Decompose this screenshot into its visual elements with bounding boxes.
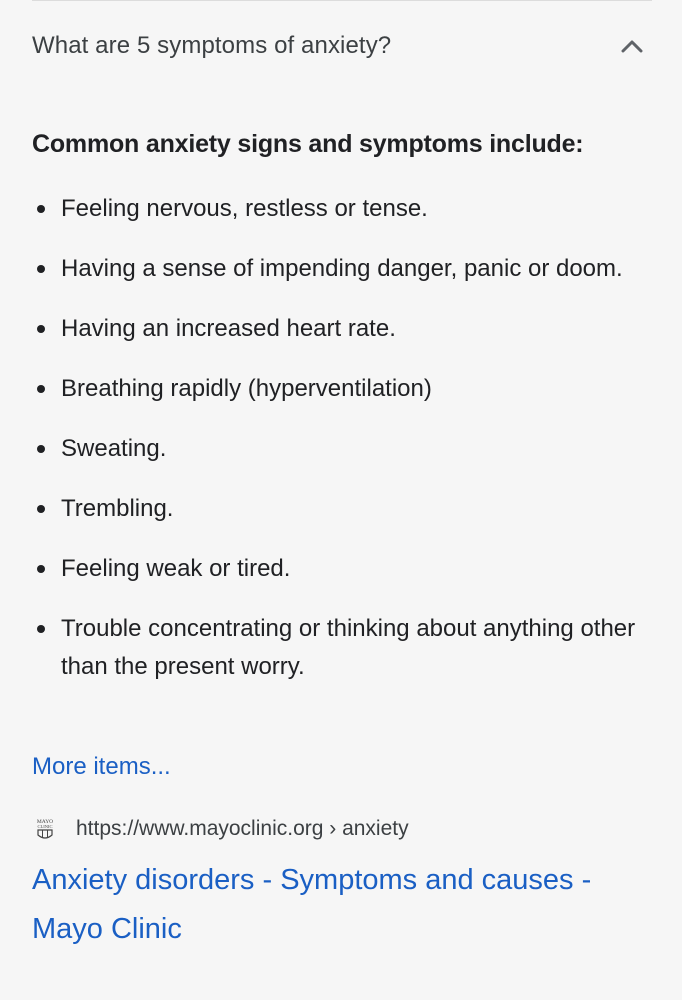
bullet-icon	[37, 265, 45, 273]
bullet-icon	[37, 625, 45, 633]
symptom-item	[32, 490, 652, 528]
svg-text:CLINIC: CLINIC	[37, 824, 53, 829]
bullet-icon	[37, 505, 45, 513]
symptom-text: Having an increased heart rate.	[61, 315, 396, 342]
symptom-text: Sweating.	[61, 435, 167, 462]
bullet-icon	[37, 445, 45, 453]
symptom-item	[32, 610, 652, 686]
top-divider	[32, 0, 652, 1]
answer-heading: Common anxiety signs and symptoms include:	[32, 130, 584, 158]
source-row[interactable]	[32, 814, 409, 844]
symptom-item	[32, 310, 652, 348]
chevron-up-icon[interactable]	[618, 32, 646, 60]
symptom-text: Having a sense of impending danger, panic or doom.	[61, 255, 623, 282]
symptom-text: Feeling nervous, restless or tense.	[61, 195, 428, 222]
symptom-text: Trouble concentrating or thinking about anything other than the present worry.	[61, 615, 636, 680]
symptom-item	[32, 550, 652, 588]
more-items-link[interactable]: More items...	[32, 753, 171, 780]
source-url: https://www.mayoclinic.org › anxiety	[76, 817, 409, 840]
symptom-text: Trembling.	[61, 495, 174, 522]
mayo-clinic-logo-icon	[32, 816, 58, 842]
symptom-text: Breathing rapidly (hyperventilation)	[61, 375, 432, 402]
bullet-icon	[37, 325, 45, 333]
symptom-list	[32, 190, 652, 708]
bullet-icon	[37, 565, 45, 573]
symptom-item	[32, 250, 652, 288]
symptom-item	[32, 370, 652, 408]
symptom-text: Feeling weak or tired.	[61, 555, 291, 582]
faq-question-toggle[interactable]	[32, 26, 646, 66]
bullet-icon	[37, 205, 45, 213]
symptom-item	[32, 190, 652, 228]
svg-text:MAYO: MAYO	[36, 819, 54, 825]
symptom-item	[32, 430, 652, 468]
faq-question-text: What are 5 symptoms of anxiety?	[32, 32, 392, 59]
result-title-link[interactable]: Anxiety disorders - Symptoms and causes - Mayo Clinic	[32, 864, 592, 945]
bullet-icon	[37, 385, 45, 393]
